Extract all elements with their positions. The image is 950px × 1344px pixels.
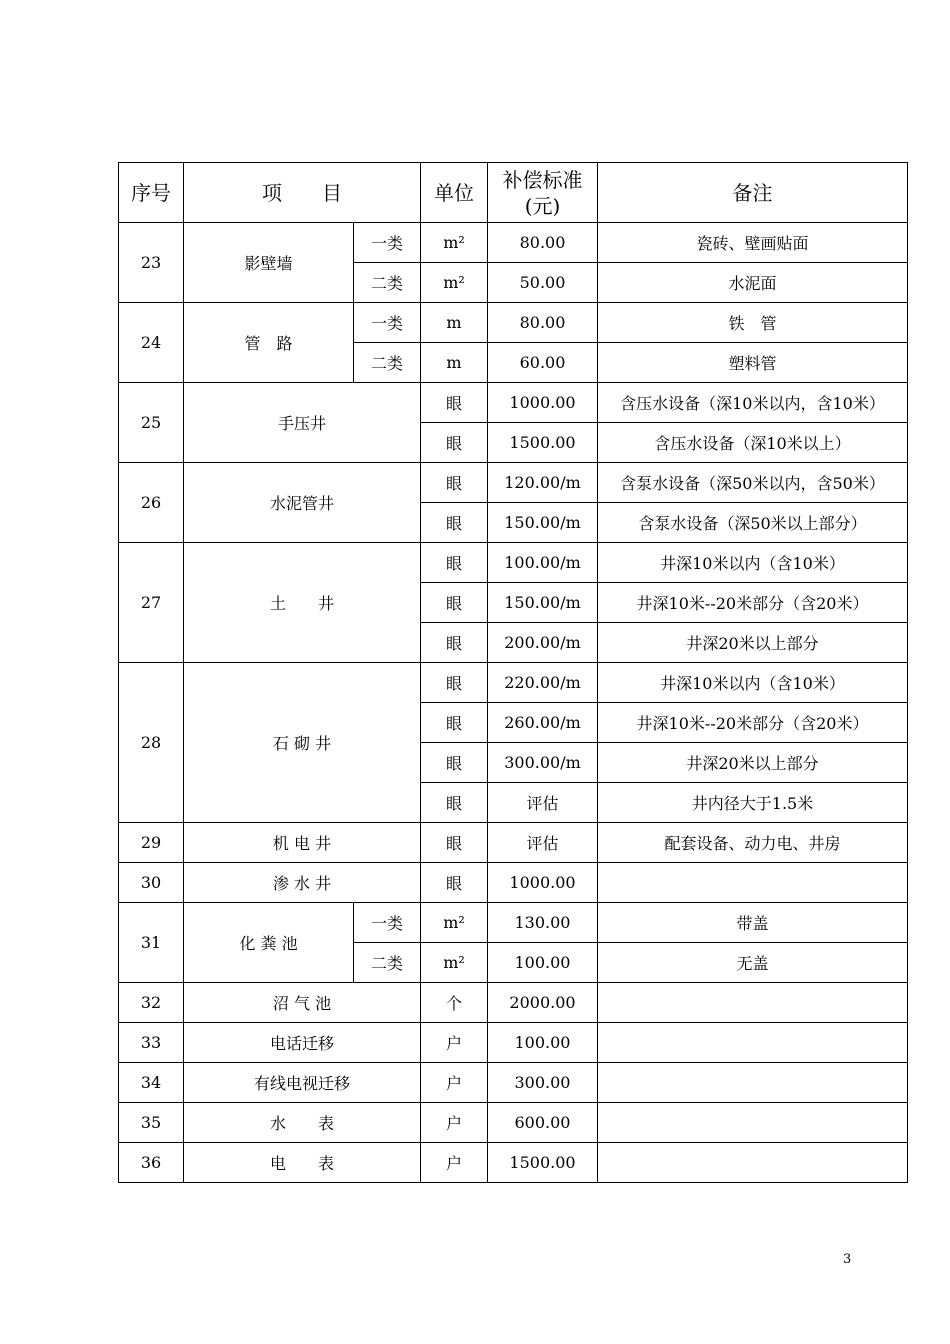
- row-note: [598, 863, 908, 903]
- row-item: 沼 气 池: [184, 983, 421, 1023]
- row-unit: 眼: [421, 863, 488, 903]
- row-standard: 220.00/m: [488, 663, 598, 703]
- row-note: 带盖: [598, 903, 908, 943]
- table-row: [119, 383, 908, 423]
- row-note: 含压水设备（深10米以内，含10米）: [598, 383, 908, 423]
- table-row: [119, 1023, 908, 1063]
- row-unit: 户: [421, 1103, 488, 1143]
- row-item: 影壁墙: [184, 223, 354, 303]
- row-standard: 130.00: [488, 903, 598, 943]
- row-item: 管 路: [184, 303, 354, 383]
- row-note: 塑料管: [598, 343, 908, 383]
- row-note: 配套设备、动力电、井房: [598, 823, 908, 863]
- row-unit: m: [421, 303, 488, 343]
- row-unit: 户: [421, 1023, 488, 1063]
- row-note: 含泵水设备（深50米以上部分）: [598, 503, 908, 543]
- row-standard: 120.00/m: [488, 463, 598, 503]
- header-unit: 单位: [421, 163, 488, 223]
- row-item: 水 表: [184, 1103, 421, 1143]
- header-no: 序号: [119, 163, 184, 223]
- row-standard: 评估: [488, 783, 598, 823]
- compensation-table: [118, 162, 908, 1183]
- row-subclass: 一类: [354, 903, 421, 943]
- row-unit: 个: [421, 983, 488, 1023]
- row-item: 手压井: [184, 383, 421, 463]
- row-no: 32: [119, 983, 184, 1023]
- row-standard: 50.00: [488, 263, 598, 303]
- row-standard: 150.00/m: [488, 503, 598, 543]
- row-no: 23: [119, 223, 184, 303]
- table-row: [119, 543, 908, 583]
- row-standard: 100.00: [488, 1023, 598, 1063]
- header-standard-line1: 补偿标准: [502, 167, 583, 192]
- row-standard: 200.00/m: [488, 623, 598, 663]
- table-row: [119, 663, 908, 703]
- row-standard: 1000.00: [488, 383, 598, 423]
- row-note: 含压水设备（深10米以上）: [598, 423, 908, 463]
- row-standard: 2000.00: [488, 983, 598, 1023]
- row-subclass: 二类: [354, 343, 421, 383]
- row-unit: 眼: [421, 623, 488, 663]
- row-unit: 眼: [421, 383, 488, 423]
- row-unit: 户: [421, 1143, 488, 1183]
- row-note: 井深20米以上部分: [598, 623, 908, 663]
- table-row: [119, 1063, 908, 1103]
- row-no: 26: [119, 463, 184, 543]
- row-unit: 眼: [421, 743, 488, 783]
- row-note: 井深10米--20米部分（含20米）: [598, 583, 908, 623]
- row-unit: 眼: [421, 423, 488, 463]
- header-row: [119, 163, 908, 223]
- row-standard: 260.00/m: [488, 703, 598, 743]
- row-standard: 150.00/m: [488, 583, 598, 623]
- row-note: 无盖: [598, 943, 908, 983]
- row-standard: 300.00: [488, 1063, 598, 1103]
- row-standard: 1000.00: [488, 863, 598, 903]
- row-item: 化 粪 池: [184, 903, 354, 983]
- row-unit: 眼: [421, 463, 488, 503]
- row-no: 36: [119, 1143, 184, 1183]
- row-unit: 眼: [421, 583, 488, 623]
- row-unit: 眼: [421, 823, 488, 863]
- row-note: 瓷砖、壁画贴面: [598, 223, 908, 263]
- header-note: 备注: [598, 163, 908, 223]
- row-unit: 眼: [421, 703, 488, 743]
- table-row: [119, 1143, 908, 1183]
- row-no: 27: [119, 543, 184, 663]
- table-row: [119, 983, 908, 1023]
- row-unit: 眼: [421, 543, 488, 583]
- header-item: 项 目: [184, 163, 421, 223]
- table-row: [119, 223, 908, 263]
- row-unit: m²: [421, 263, 488, 303]
- row-subclass: 一类: [354, 303, 421, 343]
- row-unit: 眼: [421, 503, 488, 543]
- row-note: 铁 管: [598, 303, 908, 343]
- table-row: [119, 863, 908, 903]
- row-no: 28: [119, 663, 184, 823]
- row-note: 井深10米--20米部分（含20米）: [598, 703, 908, 743]
- row-item: 土 井: [184, 543, 421, 663]
- row-unit: m: [421, 343, 488, 383]
- page-number: 3: [843, 1252, 852, 1267]
- row-unit: 户: [421, 1063, 488, 1103]
- row-standard: 60.00: [488, 343, 598, 383]
- row-note: 水泥面: [598, 263, 908, 303]
- row-unit: 眼: [421, 663, 488, 703]
- row-note: [598, 1103, 908, 1143]
- row-subclass: 二类: [354, 263, 421, 303]
- row-no: 30: [119, 863, 184, 903]
- row-unit: m²: [421, 223, 488, 263]
- row-note: 井深20米以上部分: [598, 743, 908, 783]
- row-note: 井深10米以内（含10米）: [598, 543, 908, 583]
- row-note: [598, 983, 908, 1023]
- row-no: 24: [119, 303, 184, 383]
- table-row: [119, 1103, 908, 1143]
- row-note: [598, 1023, 908, 1063]
- row-item: 石 砌 井: [184, 663, 421, 823]
- row-standard: 80.00: [488, 223, 598, 263]
- header-standard: [488, 163, 598, 223]
- row-standard: 1500.00: [488, 1143, 598, 1183]
- row-item: 渗 水 井: [184, 863, 421, 903]
- row-item: 电 表: [184, 1143, 421, 1183]
- row-item: 水泥管井: [184, 463, 421, 543]
- row-item: 电话迁移: [184, 1023, 421, 1063]
- row-note: [598, 1143, 908, 1183]
- row-item: 机 电 井: [184, 823, 421, 863]
- header-standard-line2: (元): [524, 193, 561, 218]
- row-standard: 300.00/m: [488, 743, 598, 783]
- row-note: 井深10米以内（含10米）: [598, 663, 908, 703]
- row-standard: 1500.00: [488, 423, 598, 463]
- row-standard: 100.00: [488, 943, 598, 983]
- row-subclass: 一类: [354, 223, 421, 263]
- row-no: 31: [119, 903, 184, 983]
- row-no: 34: [119, 1063, 184, 1103]
- table-row: [119, 823, 908, 863]
- row-no: 33: [119, 1023, 184, 1063]
- table-row: [119, 903, 908, 943]
- row-standard: 评估: [488, 823, 598, 863]
- row-standard: 600.00: [488, 1103, 598, 1143]
- row-item: 有线电视迁移: [184, 1063, 421, 1103]
- row-unit: m²: [421, 903, 488, 943]
- row-unit: m²: [421, 943, 488, 983]
- row-no: 35: [119, 1103, 184, 1143]
- row-unit: 眼: [421, 783, 488, 823]
- table-row: [119, 463, 908, 503]
- row-subclass: 二类: [354, 943, 421, 983]
- row-note: [598, 1063, 908, 1103]
- row-note: 含泵水设备（深50米以内，含50米）: [598, 463, 908, 503]
- row-no: 29: [119, 823, 184, 863]
- row-standard: 80.00: [488, 303, 598, 343]
- table-row: [119, 303, 908, 343]
- row-note: 井内径大于1.5米: [598, 783, 908, 823]
- row-no: 25: [119, 383, 184, 463]
- row-standard: 100.00/m: [488, 543, 598, 583]
